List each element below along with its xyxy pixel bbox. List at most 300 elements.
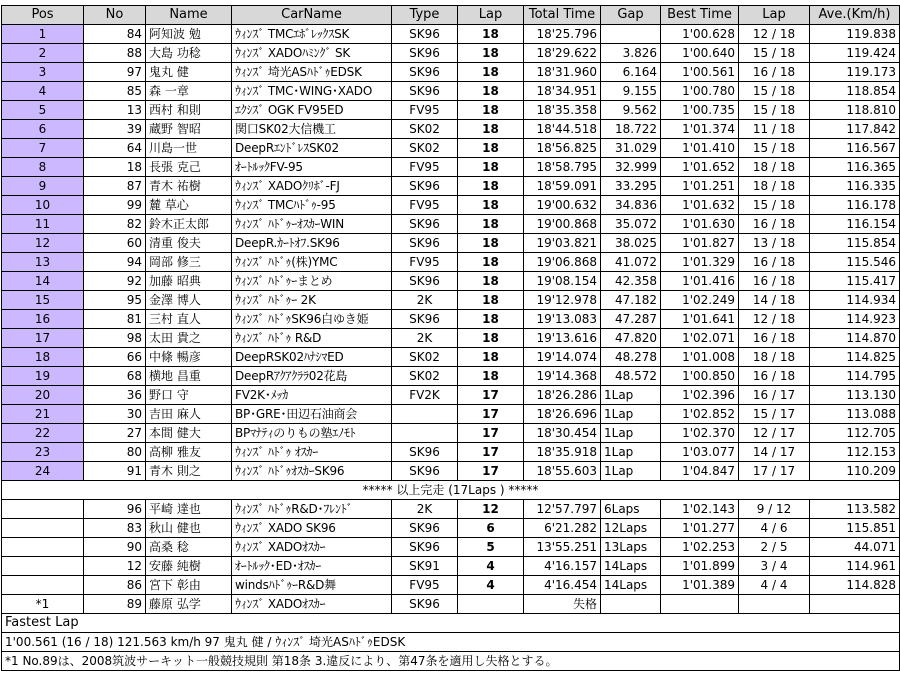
cell-gap xyxy=(601,595,661,614)
cell-total-time: 18'35.358 xyxy=(524,101,601,120)
cell-best-lap: 14 / 17 xyxy=(739,443,810,462)
cell-car-name: ｳｨﾝｽﾞ XADOｵｽｶｰ xyxy=(232,538,392,557)
cell-type: FV95 xyxy=(392,158,458,177)
cell-car-name: ｴｸｼｽﾞ OGK FV95ED xyxy=(232,101,392,120)
cell-type: SK96 xyxy=(392,272,458,291)
cell-car-number: 36 xyxy=(84,386,146,405)
cell-best-time: 1'02.143 xyxy=(661,500,739,519)
cell-best-time: 1'01.899 xyxy=(661,557,739,576)
cell-type: SK96 xyxy=(392,44,458,63)
cell-car-number: 89 xyxy=(84,595,146,614)
cell-total-time: 18'55.603 xyxy=(524,462,601,481)
cell-type: SK96 xyxy=(392,63,458,82)
cell-average-speed: 115.854 xyxy=(810,234,900,253)
cell-laps: 4 xyxy=(458,557,524,576)
cell-laps: 18 xyxy=(458,215,524,234)
cell-total-time: 18'35.918 xyxy=(524,443,601,462)
cell-best-time: 1'02.071 xyxy=(661,329,739,348)
table-row xyxy=(2,310,900,329)
cell-driver-name: 岡部 修三 xyxy=(146,253,232,272)
cell-car-number: 88 xyxy=(84,44,146,63)
cell-driver-name: 金澤 博人 xyxy=(146,291,232,310)
cell-gap: 13Laps xyxy=(601,538,661,557)
cell-driver-name: 秋山 健也 xyxy=(146,519,232,538)
cell-gap: 9.155 xyxy=(601,82,661,101)
cell-laps: 18 xyxy=(458,120,524,139)
table-row xyxy=(2,139,900,158)
cell-total-time: 4'16.454 xyxy=(524,576,601,595)
cell-total-time: 失格 xyxy=(524,595,601,614)
cell-gap: 48.572 xyxy=(601,367,661,386)
cell-gap: 41.072 xyxy=(601,253,661,272)
cell-gap: 1Lap xyxy=(601,462,661,481)
cell-pos xyxy=(2,519,84,538)
cell-best-time: 1'02.396 xyxy=(661,386,739,405)
cell-best-time: 1'01.410 xyxy=(661,139,739,158)
cell-laps: 5 xyxy=(458,538,524,557)
cell-best-lap: 12 / 17 xyxy=(739,424,810,443)
cell-average-speed: 113.582 xyxy=(810,500,900,519)
non-finishers-body xyxy=(2,500,900,614)
cell-driver-name: 西村 和則 xyxy=(146,101,232,120)
cell-car-name: ｳｨﾝｽﾞ 埼光ASﾊﾄﾞｩEDSK xyxy=(232,63,392,82)
cell-best-lap: 16 / 18 xyxy=(739,272,810,291)
cell-best-lap: 4 / 6 xyxy=(739,519,810,538)
cell-best-time xyxy=(661,595,739,614)
cell-laps: 18 xyxy=(458,367,524,386)
cell-gap: 31.029 xyxy=(601,139,661,158)
cell-driver-name: 野口 守 xyxy=(146,386,232,405)
cell-best-lap: 15 / 18 xyxy=(739,82,810,101)
cell-type: SK96 xyxy=(392,595,458,614)
cell-type: SK02 xyxy=(392,139,458,158)
cell-car-number: 98 xyxy=(84,329,146,348)
cell-average-speed: 113.130 xyxy=(810,386,900,405)
cell-car-number: 81 xyxy=(84,310,146,329)
cell-car-number: 97 xyxy=(84,63,146,82)
cell-pos xyxy=(2,538,84,557)
cell-type: FV95 xyxy=(392,196,458,215)
cell-car-name: BPﾏﾅﾃｨのりもの塾ｴﾉﾓﾄ xyxy=(232,424,392,443)
cell-type: SK96 xyxy=(392,25,458,44)
cell-driver-name: 横地 昌重 xyxy=(146,367,232,386)
cell-driver-name: 蔵野 智昭 xyxy=(146,120,232,139)
cell-pos: 17 xyxy=(2,329,84,348)
cell-average-speed: 116.335 xyxy=(810,177,900,196)
cell-best-time: 1'02.253 xyxy=(661,538,739,557)
cell-pos: 1 xyxy=(2,25,84,44)
cell-best-lap: 15 / 18 xyxy=(739,196,810,215)
cell-average-speed xyxy=(810,595,900,614)
cell-pos: 5 xyxy=(2,101,84,120)
cell-type: SK96 xyxy=(392,82,458,101)
cell-driver-name: 森 一章 xyxy=(146,82,232,101)
cell-car-name: windsﾊﾄﾞｩｰR&D舞 xyxy=(232,576,392,595)
cell-best-time: 1'01.374 xyxy=(661,120,739,139)
cell-total-time: 12'57.797 xyxy=(524,500,601,519)
cell-car-number: 30 xyxy=(84,405,146,424)
cell-pos: 6 xyxy=(2,120,84,139)
finishers-body xyxy=(2,25,900,481)
cell-total-time: 18'59.091 xyxy=(524,177,601,196)
cell-gap: 3.826 xyxy=(601,44,661,63)
cell-car-number: 90 xyxy=(84,538,146,557)
finish-separator-row xyxy=(2,481,900,500)
cell-car-name: ｳｨﾝｽﾞ XADOｵｽｶｰ xyxy=(232,595,392,614)
col-header-average: Ave.(Km/h) xyxy=(810,6,900,25)
header-row xyxy=(2,6,900,25)
cell-gap: 47.182 xyxy=(601,291,661,310)
cell-driver-name: 清重 俊夫 xyxy=(146,234,232,253)
cell-average-speed: 115.417 xyxy=(810,272,900,291)
table-row xyxy=(2,424,900,443)
cell-pos: 24 xyxy=(2,462,84,481)
cell-best-lap: 16 / 18 xyxy=(739,215,810,234)
cell-type: SK96 xyxy=(392,310,458,329)
cell-car-number: 92 xyxy=(84,272,146,291)
cell-gap: 6Laps xyxy=(601,500,661,519)
table-row xyxy=(2,101,900,120)
cell-pos: 19 xyxy=(2,367,84,386)
cell-driver-name: 鬼丸 健 xyxy=(146,63,232,82)
cell-gap: 38.025 xyxy=(601,234,661,253)
cell-car-name: DeepRｴﾝﾄﾞﾚｽSK02 xyxy=(232,139,392,158)
cell-best-lap xyxy=(739,595,810,614)
cell-pos: 10 xyxy=(2,196,84,215)
col-header-lap: Lap xyxy=(458,6,524,25)
cell-total-time: 18'58.795 xyxy=(524,158,601,177)
cell-type: SK96 xyxy=(392,538,458,557)
cell-gap: 1Lap xyxy=(601,443,661,462)
fastest-lap-text: 1'00.561 (16 / 18) 121.563 km/h 97 鬼丸 健 / ｳｨﾝｽﾞ 埼光ASﾊﾄﾞｩEDSK xyxy=(2,633,900,652)
cell-best-lap: 4 / 4 xyxy=(739,576,810,595)
cell-best-time: 1'01.329 xyxy=(661,253,739,272)
fastest-lap-heading: Fastest Lap xyxy=(2,614,900,633)
cell-car-name: ｳｨﾝｽﾞ ﾊﾄﾞｩ(株)YMC xyxy=(232,253,392,272)
cell-best-lap: 16 / 17 xyxy=(739,386,810,405)
cell-car-number: 18 xyxy=(84,158,146,177)
cell-car-number: 87 xyxy=(84,177,146,196)
cell-laps: 18 xyxy=(458,44,524,63)
table-row xyxy=(2,291,900,310)
cell-laps: 18 xyxy=(458,272,524,291)
col-header-name: Name xyxy=(146,6,232,25)
cell-average-speed: 112.153 xyxy=(810,443,900,462)
col-header-gap: Gap xyxy=(601,6,661,25)
cell-pos: 18 xyxy=(2,348,84,367)
cell-pos: 22 xyxy=(2,424,84,443)
cell-total-time: 4'16.157 xyxy=(524,557,601,576)
cell-car-number: 60 xyxy=(84,234,146,253)
fastest-lap-heading-row xyxy=(2,614,900,633)
cell-total-time: 18'44.518 xyxy=(524,120,601,139)
cell-best-lap: 14 / 18 xyxy=(739,291,810,310)
cell-best-lap: 18 / 18 xyxy=(739,348,810,367)
cell-type: SK96 xyxy=(392,234,458,253)
cell-gap: 42.358 xyxy=(601,272,661,291)
cell-type: 2K xyxy=(392,291,458,310)
cell-pos: 23 xyxy=(2,443,84,462)
cell-driver-name: 藤原 弘学 xyxy=(146,595,232,614)
cell-laps: 18 xyxy=(458,196,524,215)
cell-best-lap: 13 / 18 xyxy=(739,234,810,253)
finish-separator-text: ***** 以上完走 (17Laps ) ***** xyxy=(2,481,900,500)
cell-laps: 18 xyxy=(458,329,524,348)
cell-driver-name: 青木 則之 xyxy=(146,462,232,481)
cell-laps: 17 xyxy=(458,424,524,443)
cell-best-time: 1'04.847 xyxy=(661,462,739,481)
cell-total-time: 19'14.074 xyxy=(524,348,601,367)
cell-best-time: 1'00.780 xyxy=(661,82,739,101)
cell-pos: 21 xyxy=(2,405,84,424)
table-row xyxy=(2,405,900,424)
cell-laps: 18 xyxy=(458,63,524,82)
cell-best-lap: 12 / 18 xyxy=(739,310,810,329)
cell-type: SK02 xyxy=(392,120,458,139)
cell-average-speed: 110.209 xyxy=(810,462,900,481)
cell-driver-name: 阿知波 勉 xyxy=(146,25,232,44)
fastest-lap-row xyxy=(2,633,900,652)
cell-pos: 11 xyxy=(2,215,84,234)
cell-total-time: 18'26.696 xyxy=(524,405,601,424)
cell-driver-name: 大島 功稔 xyxy=(146,44,232,63)
cell-average-speed: 116.154 xyxy=(810,215,900,234)
cell-type: FV95 xyxy=(392,101,458,120)
cell-car-number: 84 xyxy=(84,25,146,44)
cell-car-name: ｳｨﾝｽﾞ TMC･WING･XADO xyxy=(232,82,392,101)
cell-driver-name: 麓 草心 xyxy=(146,196,232,215)
cell-best-time: 1'00.850 xyxy=(661,367,739,386)
cell-car-name: ｳｨﾝｽﾞ XADO SK96 xyxy=(232,519,392,538)
cell-gap xyxy=(601,25,661,44)
cell-driver-name: 三村 直人 xyxy=(146,310,232,329)
cell-average-speed: 114.870 xyxy=(810,329,900,348)
cell-best-time: 1'02.249 xyxy=(661,291,739,310)
cell-car-name: ｳｨﾝｽﾞ TMCｴﾎﾞﾚｯｸｽSK xyxy=(232,25,392,44)
cell-average-speed: 119.838 xyxy=(810,25,900,44)
cell-laps: 18 xyxy=(458,25,524,44)
col-header-total-time: Total Time xyxy=(524,6,601,25)
cell-total-time: 18'34.951 xyxy=(524,82,601,101)
cell-car-number: 91 xyxy=(84,462,146,481)
cell-driver-name: 平崎 達也 xyxy=(146,500,232,519)
cell-laps: 17 xyxy=(458,386,524,405)
cell-average-speed: 112.705 xyxy=(810,424,900,443)
cell-driver-name: 高桑 稔 xyxy=(146,538,232,557)
table-row xyxy=(2,386,900,405)
cell-laps: 18 xyxy=(458,234,524,253)
cell-average-speed: 117.842 xyxy=(810,120,900,139)
cell-total-time: 19'12.978 xyxy=(524,291,601,310)
cell-best-time: 1'02.852 xyxy=(661,405,739,424)
cell-driver-name: 高柳 雅友 xyxy=(146,443,232,462)
cell-car-number: 99 xyxy=(84,196,146,215)
cell-best-time: 1'01.641 xyxy=(661,310,739,329)
cell-pos: 3 xyxy=(2,63,84,82)
table-row xyxy=(2,253,900,272)
table-row xyxy=(2,158,900,177)
cell-car-number: 64 xyxy=(84,139,146,158)
cell-car-name: ｳｨﾝｽﾞ ﾊﾄﾞｩSK96白ゆき姫 xyxy=(232,310,392,329)
cell-laps: 18 xyxy=(458,139,524,158)
cell-best-lap: 12 / 18 xyxy=(739,25,810,44)
col-header-carname: CarName xyxy=(232,6,392,25)
cell-car-name: 関口SK02大信機工 xyxy=(232,120,392,139)
cell-car-name: FV2K･ﾒｯｶ xyxy=(232,386,392,405)
results-table xyxy=(1,5,900,671)
cell-average-speed: 114.934 xyxy=(810,291,900,310)
table-row xyxy=(2,25,900,44)
table-row xyxy=(2,272,900,291)
cell-laps: 18 xyxy=(458,291,524,310)
cell-pos xyxy=(2,500,84,519)
cell-car-number: 96 xyxy=(84,500,146,519)
cell-average-speed: 116.365 xyxy=(810,158,900,177)
cell-laps: 18 xyxy=(458,158,524,177)
table-row xyxy=(2,329,900,348)
cell-driver-name: 太田 貴之 xyxy=(146,329,232,348)
cell-pos: 20 xyxy=(2,386,84,405)
cell-best-lap: 15 / 18 xyxy=(739,44,810,63)
cell-gap: 9.562 xyxy=(601,101,661,120)
cell-car-name: ｳｨﾝｽﾞ ﾊﾄﾞｩｰ 2K xyxy=(232,291,392,310)
col-header-best-lap: Lap xyxy=(739,6,810,25)
cell-average-speed: 116.178 xyxy=(810,196,900,215)
table-row xyxy=(2,120,900,139)
cell-car-number: 68 xyxy=(84,367,146,386)
cell-average-speed: 114.961 xyxy=(810,557,900,576)
table-row xyxy=(2,63,900,82)
cell-best-time: 1'01.827 xyxy=(661,234,739,253)
footnote-row xyxy=(2,652,900,671)
cell-laps: 18 xyxy=(458,310,524,329)
cell-average-speed: 119.424 xyxy=(810,44,900,63)
cell-pos: 2 xyxy=(2,44,84,63)
cell-driver-name: 本間 健大 xyxy=(146,424,232,443)
cell-total-time: 6'21.282 xyxy=(524,519,601,538)
cell-best-lap: 15 / 18 xyxy=(739,101,810,120)
cell-driver-name: 中條 暢彦 xyxy=(146,348,232,367)
cell-type: SK91 xyxy=(392,557,458,576)
table-row xyxy=(2,500,900,519)
cell-car-number: 13 xyxy=(84,101,146,120)
cell-car-name: ｳｨﾝｽﾞ TMCﾊﾄﾞｩ-95 xyxy=(232,196,392,215)
cell-type: SK96 xyxy=(392,215,458,234)
table-row xyxy=(2,576,900,595)
col-header-best-time: Best Time xyxy=(661,6,739,25)
cell-pos: *1 xyxy=(2,595,84,614)
cell-best-time: 1'01.416 xyxy=(661,272,739,291)
table-row xyxy=(2,215,900,234)
cell-type: SK96 xyxy=(392,462,458,481)
table-row xyxy=(2,462,900,481)
cell-average-speed: 113.088 xyxy=(810,405,900,424)
cell-gap: 1Lap xyxy=(601,386,661,405)
cell-average-speed: 114.795 xyxy=(810,367,900,386)
cell-car-number: 86 xyxy=(84,576,146,595)
cell-gap: 18.722 xyxy=(601,120,661,139)
cell-gap: 1Lap xyxy=(601,405,661,424)
cell-total-time: 19'06.868 xyxy=(524,253,601,272)
cell-best-time: 1'00.561 xyxy=(661,63,739,82)
cell-gap: 12Laps xyxy=(601,519,661,538)
cell-average-speed: 116.567 xyxy=(810,139,900,158)
table-row xyxy=(2,196,900,215)
notes-body xyxy=(2,614,900,671)
cell-type xyxy=(392,424,458,443)
cell-pos xyxy=(2,576,84,595)
table-row xyxy=(2,177,900,196)
table-row xyxy=(2,82,900,101)
cell-laps: 18 xyxy=(458,101,524,120)
cell-average-speed: 118.854 xyxy=(810,82,900,101)
cell-car-number: 12 xyxy=(84,557,146,576)
cell-laps: 18 xyxy=(458,177,524,196)
cell-driver-name: 吉田 麻人 xyxy=(146,405,232,424)
table-row xyxy=(2,443,900,462)
cell-best-lap: 16 / 18 xyxy=(739,253,810,272)
cell-best-time: 1'00.735 xyxy=(661,101,739,120)
cell-pos: 7 xyxy=(2,139,84,158)
cell-best-time: 1'01.277 xyxy=(661,519,739,538)
cell-total-time: 13'55.251 xyxy=(524,538,601,557)
cell-best-lap: 3 / 4 xyxy=(739,557,810,576)
table-row xyxy=(2,557,900,576)
cell-laps: 6 xyxy=(458,519,524,538)
cell-gap: 47.820 xyxy=(601,329,661,348)
cell-best-time: 1'00.628 xyxy=(661,25,739,44)
cell-car-number: 66 xyxy=(84,348,146,367)
cell-laps: 18 xyxy=(458,82,524,101)
cell-best-lap: 18 / 18 xyxy=(739,177,810,196)
col-header-pos: Pos xyxy=(2,6,84,25)
cell-pos xyxy=(2,557,84,576)
cell-car-name: ｵｰﾄﾙｯｸFV-95 xyxy=(232,158,392,177)
table-row xyxy=(2,234,900,253)
cell-gap: 47.287 xyxy=(601,310,661,329)
cell-total-time: 18'26.286 xyxy=(524,386,601,405)
footnote-text: *1 No.89は、2008筑波サーキット一般競技規則 第18条 3.違反により、第47条を適用し失格とする。 xyxy=(2,652,900,671)
cell-average-speed: 44.071 xyxy=(810,538,900,557)
cell-total-time: 18'25.796 xyxy=(524,25,601,44)
cell-car-number: 80 xyxy=(84,443,146,462)
cell-total-time: 19'08.154 xyxy=(524,272,601,291)
table-row xyxy=(2,519,900,538)
cell-driver-name: 川島一世 xyxy=(146,139,232,158)
cell-total-time: 18'56.825 xyxy=(524,139,601,158)
cell-best-time: 1'01.652 xyxy=(661,158,739,177)
cell-laps: 4 xyxy=(458,576,524,595)
cell-car-name: ｳｨﾝｽﾞ ﾊﾄﾞｩ ｵｽｶｰ xyxy=(232,443,392,462)
cell-total-time: 19'03.821 xyxy=(524,234,601,253)
cell-car-name: ｳｨﾝｽﾞ XADOｸﾘﾎﾞ-FJ xyxy=(232,177,392,196)
cell-laps: 17 xyxy=(458,405,524,424)
cell-gap: 48.278 xyxy=(601,348,661,367)
table-row xyxy=(2,44,900,63)
cell-driver-name: 加藤 昭典 xyxy=(146,272,232,291)
cell-driver-name: 宮下 彰由 xyxy=(146,576,232,595)
cell-best-lap: 15 / 18 xyxy=(739,139,810,158)
cell-car-name: DeepRSK02ﾊﾅｼﾏED xyxy=(232,348,392,367)
table-row xyxy=(2,348,900,367)
cell-average-speed: 114.825 xyxy=(810,348,900,367)
cell-gap: 35.072 xyxy=(601,215,661,234)
cell-type: SK02 xyxy=(392,348,458,367)
cell-best-time: 1'01.389 xyxy=(661,576,739,595)
cell-type: SK96 xyxy=(392,443,458,462)
cell-pos: 15 xyxy=(2,291,84,310)
cell-type: SK96 xyxy=(392,177,458,196)
